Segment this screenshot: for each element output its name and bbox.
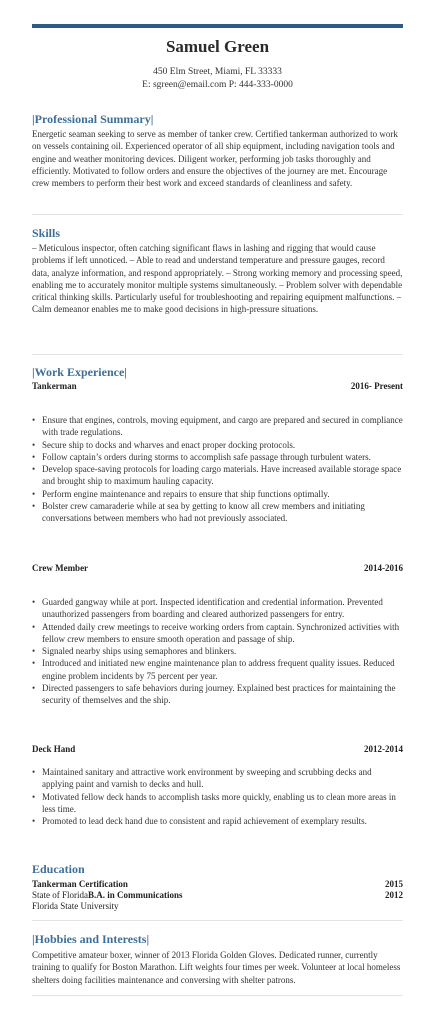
degree-issuer: State of Florida <box>32 890 88 900</box>
job-header <box>32 563 403 573</box>
degree-name: B.A. in Communications <box>88 890 183 900</box>
address-line: 450 Elm Street, Miami, FL 33333 <box>153 67 282 77</box>
list-item: • Guarded gangway while at port. Inspected identification and credential information. Prevented unauthorized passengers from boarding and cleared authorized passengers for entry. <box>32 596 403 621</box>
hobbies-text: Competitive amateur boxer, winner of 2013 Florida Golden Gloves. Dedicated runner, currently training to qualify for Boston Marathon. Lift weights four times per week. Volunteer at local homeless shelters doing facilities maintenance and conversing with shelter patrons. <box>32 950 401 985</box>
education-row <box>32 901 403 912</box>
list-item: • Follow captain’s orders during storms to accomplish safe passage through turbulent waters. <box>32 451 403 463</box>
list-item: • Attended daily crew meetings to receive working orders from captain. Synchronized activities with fellow crew members to ensure smooth operation and passage of ship. <box>32 621 403 646</box>
job-header <box>32 381 403 391</box>
section-divider <box>32 920 403 921</box>
job-header <box>32 744 403 754</box>
list-item: • Introduced and initiated new engine maintenance plan to address frequent quality issues. Reduced engine problem incidents by 75 percent per year. <box>32 657 403 682</box>
skills-text: – Meticulous inspector, often catching significant flaws in lashing and rigging that would cause problems if left unnoticed. – Able to read and understand temperature and pressure gauges, record data, analyze information, and respond appropriately. – Strong working memory and processing speed, enabling me to accurately monitor multiple systems simultaneously. – Problem solver with dependable critical thinking skills. Particularly useful for troubleshooting and repairing equipment malfunctions. – Calm demeanor enables me to make good decisions in high-pressure situations. <box>32 243 403 315</box>
certification-year: 2015 <box>385 879 403 889</box>
list-item: • Ensure that engines, controls, moving equipment, and cargo are prepared and secured in compliance with trade regulations. <box>32 414 403 439</box>
list-item: • Signaled nearby ships using semaphores and blinkers. <box>32 645 403 657</box>
list-item: • Secure ship to docks and wharves and enact proper docking protocols. <box>32 439 403 451</box>
section-divider <box>32 214 403 215</box>
list-item: • Motivated fellow deck hands to accomplish tasks more quickly, enabling us to clean more areas in less time. <box>32 791 403 816</box>
skills-heading: Skills <box>32 226 61 240</box>
section-divider <box>32 995 403 996</box>
top-accent-bar <box>32 24 403 28</box>
job-bullets <box>32 414 403 525</box>
summary-text: Energetic seaman seeking to serve as member of tanker crew. Certified tankerman authorized to work on vessels containing oil. Experienced operator of all ship equipment, including navigation tools and engine and weather monitoring devices. Diligent worker, performing job tasks thoroughly and efficiently. Motivated to follow orders and ensure the objectives of the journey are met. Encourage crew members to perform their best work and exceed standards of cleanliness and safety. <box>32 129 398 189</box>
job-dates: 2014-2016 <box>364 563 403 573</box>
job-dates: 2012-2014 <box>364 744 403 754</box>
list-item: • Bolster crew camaraderie while at sea by getting to know all crew members and initiating conversations between members who had not previously associated. <box>32 500 403 525</box>
job-title: Tankerman <box>32 381 77 391</box>
hobbies-heading: |Hobbies and Interests| <box>32 932 150 946</box>
education-heading: Education <box>32 862 85 876</box>
school-name: Florida State University <box>32 901 119 911</box>
job-bullets <box>32 766 403 827</box>
education-row <box>32 890 403 901</box>
list-item: • Develop space-saving protocols for loading cargo materials. Have increased available storage space and brought ship to maximum hauling capacity. <box>32 463 403 488</box>
list-item: • Maintained sanitary and attractive work environment by sweeping and scrubbing decks and applying paint and varnish to decks and hull. <box>32 766 403 791</box>
job-dates: 2016- Present <box>350 381 403 391</box>
list-item: • Directed passengers to safe behaviors during journey. Explained best practices for maintaining the security of themselves and the ship. <box>32 682 403 707</box>
degree-year: 2012 <box>385 890 403 900</box>
education-block <box>32 879 403 912</box>
job-title: Crew Member <box>32 563 89 573</box>
certification-name: Tankerman Certification <box>32 879 128 889</box>
list-item: • Promoted to lead deck hand due to consistent and rapid achievement of exemplary results. <box>32 815 403 827</box>
section-divider <box>32 354 403 355</box>
contact-line: E: sgreen@email.com P: 444-333-0000 <box>142 80 293 90</box>
candidate-name: Samuel Green <box>165 37 270 56</box>
job-title: Deck Hand <box>32 744 76 754</box>
job-bullets <box>32 596 403 707</box>
experience-heading: |Work Experience| <box>32 365 127 379</box>
education-row <box>32 879 403 890</box>
list-item: • Perform engine maintenance and repairs to ensure that ship functions optimally. <box>32 488 403 500</box>
summary-heading: |Professional Summary| <box>32 112 154 126</box>
